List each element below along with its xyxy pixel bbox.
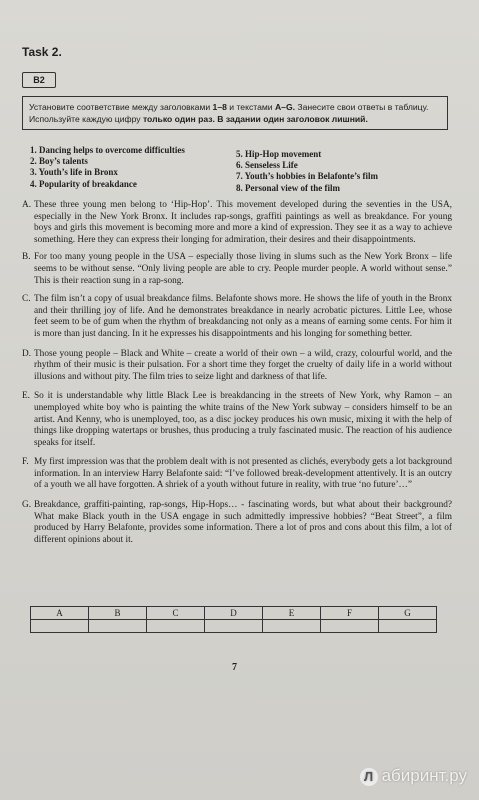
heading-item: 4. Popularity of breakdance [30, 178, 137, 189]
instruction-box [22, 96, 448, 130]
text-paragraph [22, 200, 452, 246]
text-paragraph [22, 500, 452, 546]
paragraph-letter: E. [22, 391, 31, 402]
answer-table-header-row [31, 607, 437, 620]
paragraph-text: So it is understandable why little Black Lee is breakdancing in the streets of New York, why Ramon – an unemployed white boy who is painting the white trains of the New York subway – considers himself to be an artist. And Kenny, who is unemployed, too, as a disc jockey produces his own music, mixing it with the help of things like dropping watertaps or brushes, thus producing a truly fascinated music. The reaction of his audience speaks for itself. [34, 391, 452, 448]
task-title: Task 2. [22, 45, 62, 59]
answer-cell[interactable] [379, 620, 437, 633]
heading-item: 6. Senseless Life [236, 160, 298, 171]
paragraph-letter: B. [22, 252, 31, 263]
instruction-text: Занесите свои ответы в таблицу. Используйте каждую цифру [29, 102, 429, 124]
paragraph-letter: G. [22, 500, 32, 511]
headings-column-left [30, 145, 240, 190]
instruction-bold: A–G. [274, 102, 296, 112]
paragraph-text: These three young men belong to ‘Hip-Hop’. This movement developed during the seventies in the USA, especially in the New York Bronx. It includes rap-songs, graffiti paintings as well as breakdance. For young boys and girls this movement is becoming more and more a kind of expression. They see it as a way to achieve something. Here they can express their longing for admiration, their desires and their disappointments. [34, 200, 452, 245]
answer-table-header: A [31, 607, 89, 620]
text-paragraph [22, 252, 452, 287]
answer-table [30, 606, 437, 633]
paragraph-text: Those young people – Black and White – create a world of their own – a wild, crazy, colourful world, and the rhythm of their music is their pulsation. For a short time they forget the cruelty of daily life in a world without illusions and without pity. The film tries to seize light and darkness of that life. [34, 348, 452, 382]
heading-item: 8. Personal view of the film [236, 182, 340, 193]
heading-item: 2. Boy’s talents [30, 156, 88, 167]
text-paragraph [22, 457, 452, 492]
heading-item: 3. Youth’s life in Bronx [30, 167, 118, 178]
paragraph-text: My first impression was that the problem dealt with is not presented as clichés, everybody gets a lot background information. In an interview Harry Belafonte said: “I’ve followed break-development attentively. It is an outcry of a youth we all have forgotten. A shriek of a youth without future in reality, with true ‘no future’…” [34, 457, 452, 491]
texts-section [22, 200, 452, 546]
watermark [360, 766, 467, 786]
paragraph-letter: C. [22, 294, 31, 305]
watermark-text: абиринт.ру [381, 766, 467, 785]
paragraph-letter: A. [22, 200, 32, 210]
answer-cell[interactable] [147, 620, 205, 633]
heading-item: 5. Hip-Hop movement [236, 149, 322, 159]
answer-table-answer-row [31, 620, 437, 633]
paragraph-text: The film isn’t a copy of usual breakdance films. Belafonte shows more. He shows the life of youth in the Bronx and their thrilling joy of life. And he demonstrates breakdance in nearly acrobatic pictures. Little Lee, whose feet seem to be of gum when the rhythm of breakdancing not only as a means of earning some cents. For him it is more than just dancing. In it he expresses his disappointments and his longing for something better. [34, 294, 452, 339]
page-number: 7 [232, 662, 237, 673]
instruction-bold: 1–8 [212, 102, 227, 112]
answer-cell[interactable] [31, 620, 89, 633]
answer-cell[interactable] [263, 620, 321, 633]
answer-table-header: C [147, 607, 205, 620]
instruction-text: Установите соответствие между заголовками [29, 102, 213, 112]
answer-cell[interactable] [205, 620, 263, 633]
paragraph-text: Breakdance, graffiti-painting, rap-songs, Hip-Hops… - fascinating words, but what about their background? What make Black youth in the USA engage in such admittedly impressive hobbies? “Beat Street”, a film produced by Harry Belafonte, provides some information. There a lot of pros and cons about this film, a lot of different opinions about it. [34, 500, 452, 545]
answer-table-header: E [263, 607, 321, 620]
instruction-text: и текстами [226, 102, 275, 112]
text-paragraph [22, 349, 452, 384]
text-paragraph [22, 391, 452, 449]
answer-table-header: G [379, 607, 437, 620]
heading-item: 1. Dancing helps to overcome difficulties [30, 145, 185, 155]
paragraph-letter: D. [22, 348, 32, 359]
answer-cell[interactable] [89, 620, 147, 633]
paragraph-letter: F. [22, 457, 29, 468]
answer-table-header: F [321, 607, 379, 620]
instruction-bold: только один раз. В задании один заголовок лишний. [142, 114, 368, 124]
heading-item: 7. Youth’s hobbies in Belafonte’s film [236, 171, 379, 182]
labirint-logo-icon: Л [360, 768, 378, 786]
answer-table-header: D [205, 607, 263, 620]
answer-table-header: B [89, 607, 147, 620]
task-badge: B2 [22, 72, 56, 88]
text-paragraph [22, 294, 452, 340]
headings-column-right [236, 149, 450, 194]
paragraph-text: For too many young people in the USA – especially those living in slums such as the New York Bronx – life seems to be without sense. “Only living people are able to cry. People murder people. A world without sense.” This is their reaction sung in a rap-song. [34, 252, 452, 286]
answer-cell[interactable] [321, 620, 379, 633]
